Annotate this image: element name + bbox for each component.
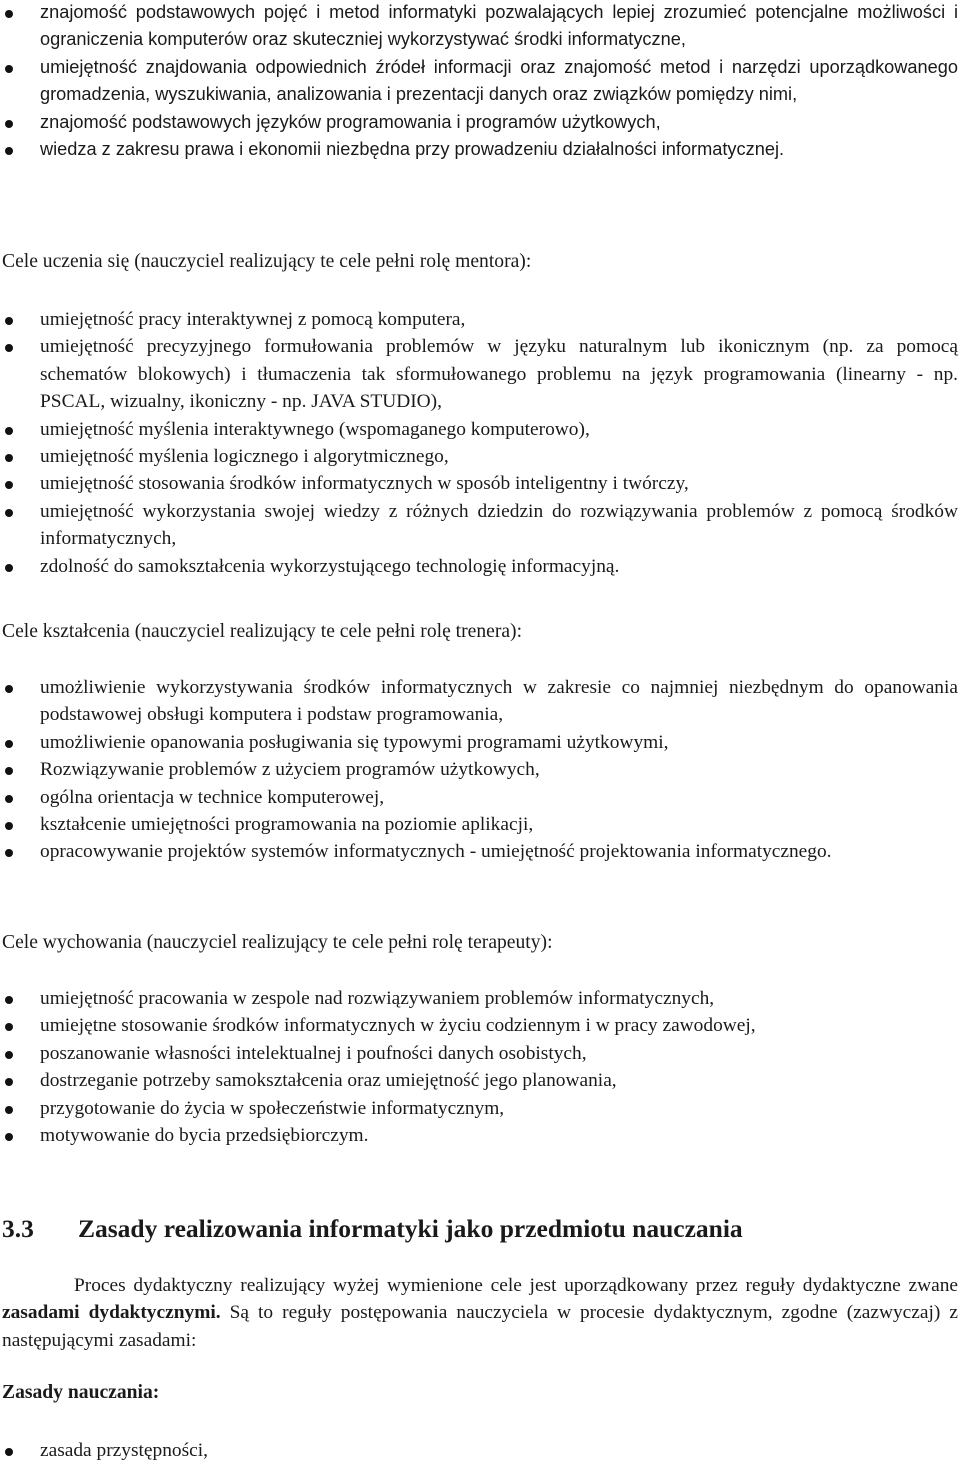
list-item: zdolność do samokształcenia wykorzystującego technologię informacyjną.	[2, 553, 958, 580]
paragraph-text: Proces dydaktyczny realizujący wyżej wymienione cele jest uporządkowany przez reguły dydaktyczne zwane	[74, 1275, 958, 1296]
list-item: znajomość podstawowych języków programowania i programów użytkowych,	[2, 109, 958, 136]
heading-cele-ksztalcenia: Cele kształcenia (nauczyciel realizujący te cele pełni rolę trenera):	[2, 621, 523, 642]
section-number: 3.3	[2, 1214, 34, 1243]
list-item: umiejętne stosowanie środków informatycznych w życiu codziennym i w pracy zawodowej,	[2, 1012, 958, 1039]
intro-paragraph	[2, 1272, 958, 1354]
list-item: poszanowanie własności intelektualnej i poufności danych osobistych,	[2, 1040, 958, 1067]
education-goals-list	[2, 674, 958, 866]
subheading-zasady-nauczania: Zasady nauczania:	[2, 1382, 160, 1403]
knowledge-list	[2, 0, 958, 163]
list-item: umożliwienie opanowania posługiwania się typowymi programami użytkowymi,	[2, 729, 958, 756]
upbringing-goals-list	[2, 985, 958, 1149]
list-item: umiejętność myślenia logicznego i algorytmicznego,	[2, 443, 958, 470]
heading-cele-wychowania: Cele wychowania (nauczyciel realizujący te cele pełni rolę terapeuty):	[2, 932, 553, 953]
list-item: umiejętność pracowania w zespole nad rozwiązywaniem problemów informatycznych,	[2, 985, 958, 1012]
list-item: dostrzeganie potrzeby samokształcenia oraz umiejętność jego planowania,	[2, 1067, 958, 1094]
list-item: przygotowanie do życia w społeczeństwie informatycznym,	[2, 1095, 958, 1122]
list-item: znajomość podstawowych pojęć i metod informatyki pozwalających lepiej zrozumieć potencjalne możliwości i ograniczenia komputerów oraz skuteczniej wykorzystywać środki informatyczne,	[2, 0, 958, 54]
paragraph-text: Są to reguły postępowania nauczyciela w procesie dydaktycznym, zgodne (zazwyczaj) z następującymi zasadami:	[2, 1302, 958, 1351]
paragraph-bold-term: zasadami dydaktycznymi.	[2, 1302, 221, 1324]
list-item: umiejętność myślenia interaktywnego (wspomaganego komputerowo),	[2, 416, 958, 443]
list-item: umiejętność wykorzystania swojej wiedzy z różnych dziedzin do rozwiązywania problemów z pomocą środków informatycznych,	[2, 498, 958, 553]
learning-goals-list	[2, 306, 958, 580]
list-item: wiedza z zakresu prawa i ekonomii niezbędna przy prowadzeniu działalności informatycznej.	[2, 136, 958, 163]
list-item: umiejętność stosowania środków informatycznych w sposób inteligentny i twórczy,	[2, 470, 958, 497]
list-item: umiejętność pracy interaktywnej z pomocą komputera,	[2, 306, 958, 333]
list-item: kształcenie umiejętności programowania na poziomie aplikacji,	[2, 811, 958, 838]
list-item: motywowanie do bycia przedsiębiorczym.	[2, 1122, 958, 1149]
list-item: zasada przystępności,	[2, 1437, 958, 1464]
teaching-principles-list	[2, 1437, 958, 1464]
list-item: ogólna orientacja w technice komputerowej,	[2, 784, 958, 811]
list-item: Rozwiązywanie problemów z użyciem programów użytkowych,	[2, 756, 958, 783]
section-heading-text: Zasady realizowania informatyki jako przedmiotu nauczania	[78, 1214, 743, 1243]
section-title	[2, 1212, 958, 1246]
list-item: umiejętność precyzyjnego formułowania problemów w języku naturalnym lub ikonicznym (np. za pomocą schematów blokowych) i tłumaczenia tak sformułowanego problemu na język programowania (linearny - np. PSCAL, wizualny, ikoniczny - np. JAVA STUDIO),	[2, 333, 958, 415]
list-item: opracowywanie projektów systemów informatycznych - umiejętność projektowania informatycznego.	[2, 838, 958, 865]
list-item: umożliwienie wykorzystywania środków informatycznych w zakresie co najmniej niezbędnym do opanowania podstawowej obsługi komputera i podstaw programowania,	[2, 674, 958, 729]
heading-cele-uczenia: Cele uczenia się (nauczyciel realizujący te cele pełni rolę mentora):	[2, 251, 532, 272]
list-item: umiejętność znajdowania odpowiednich źródeł informacji oraz znajomość metod i narzędzi uporządkowanego gromadzenia, wyszukiwania, analizowania i prezentacji danych oraz związków pomiędzy nimi,	[2, 54, 958, 109]
